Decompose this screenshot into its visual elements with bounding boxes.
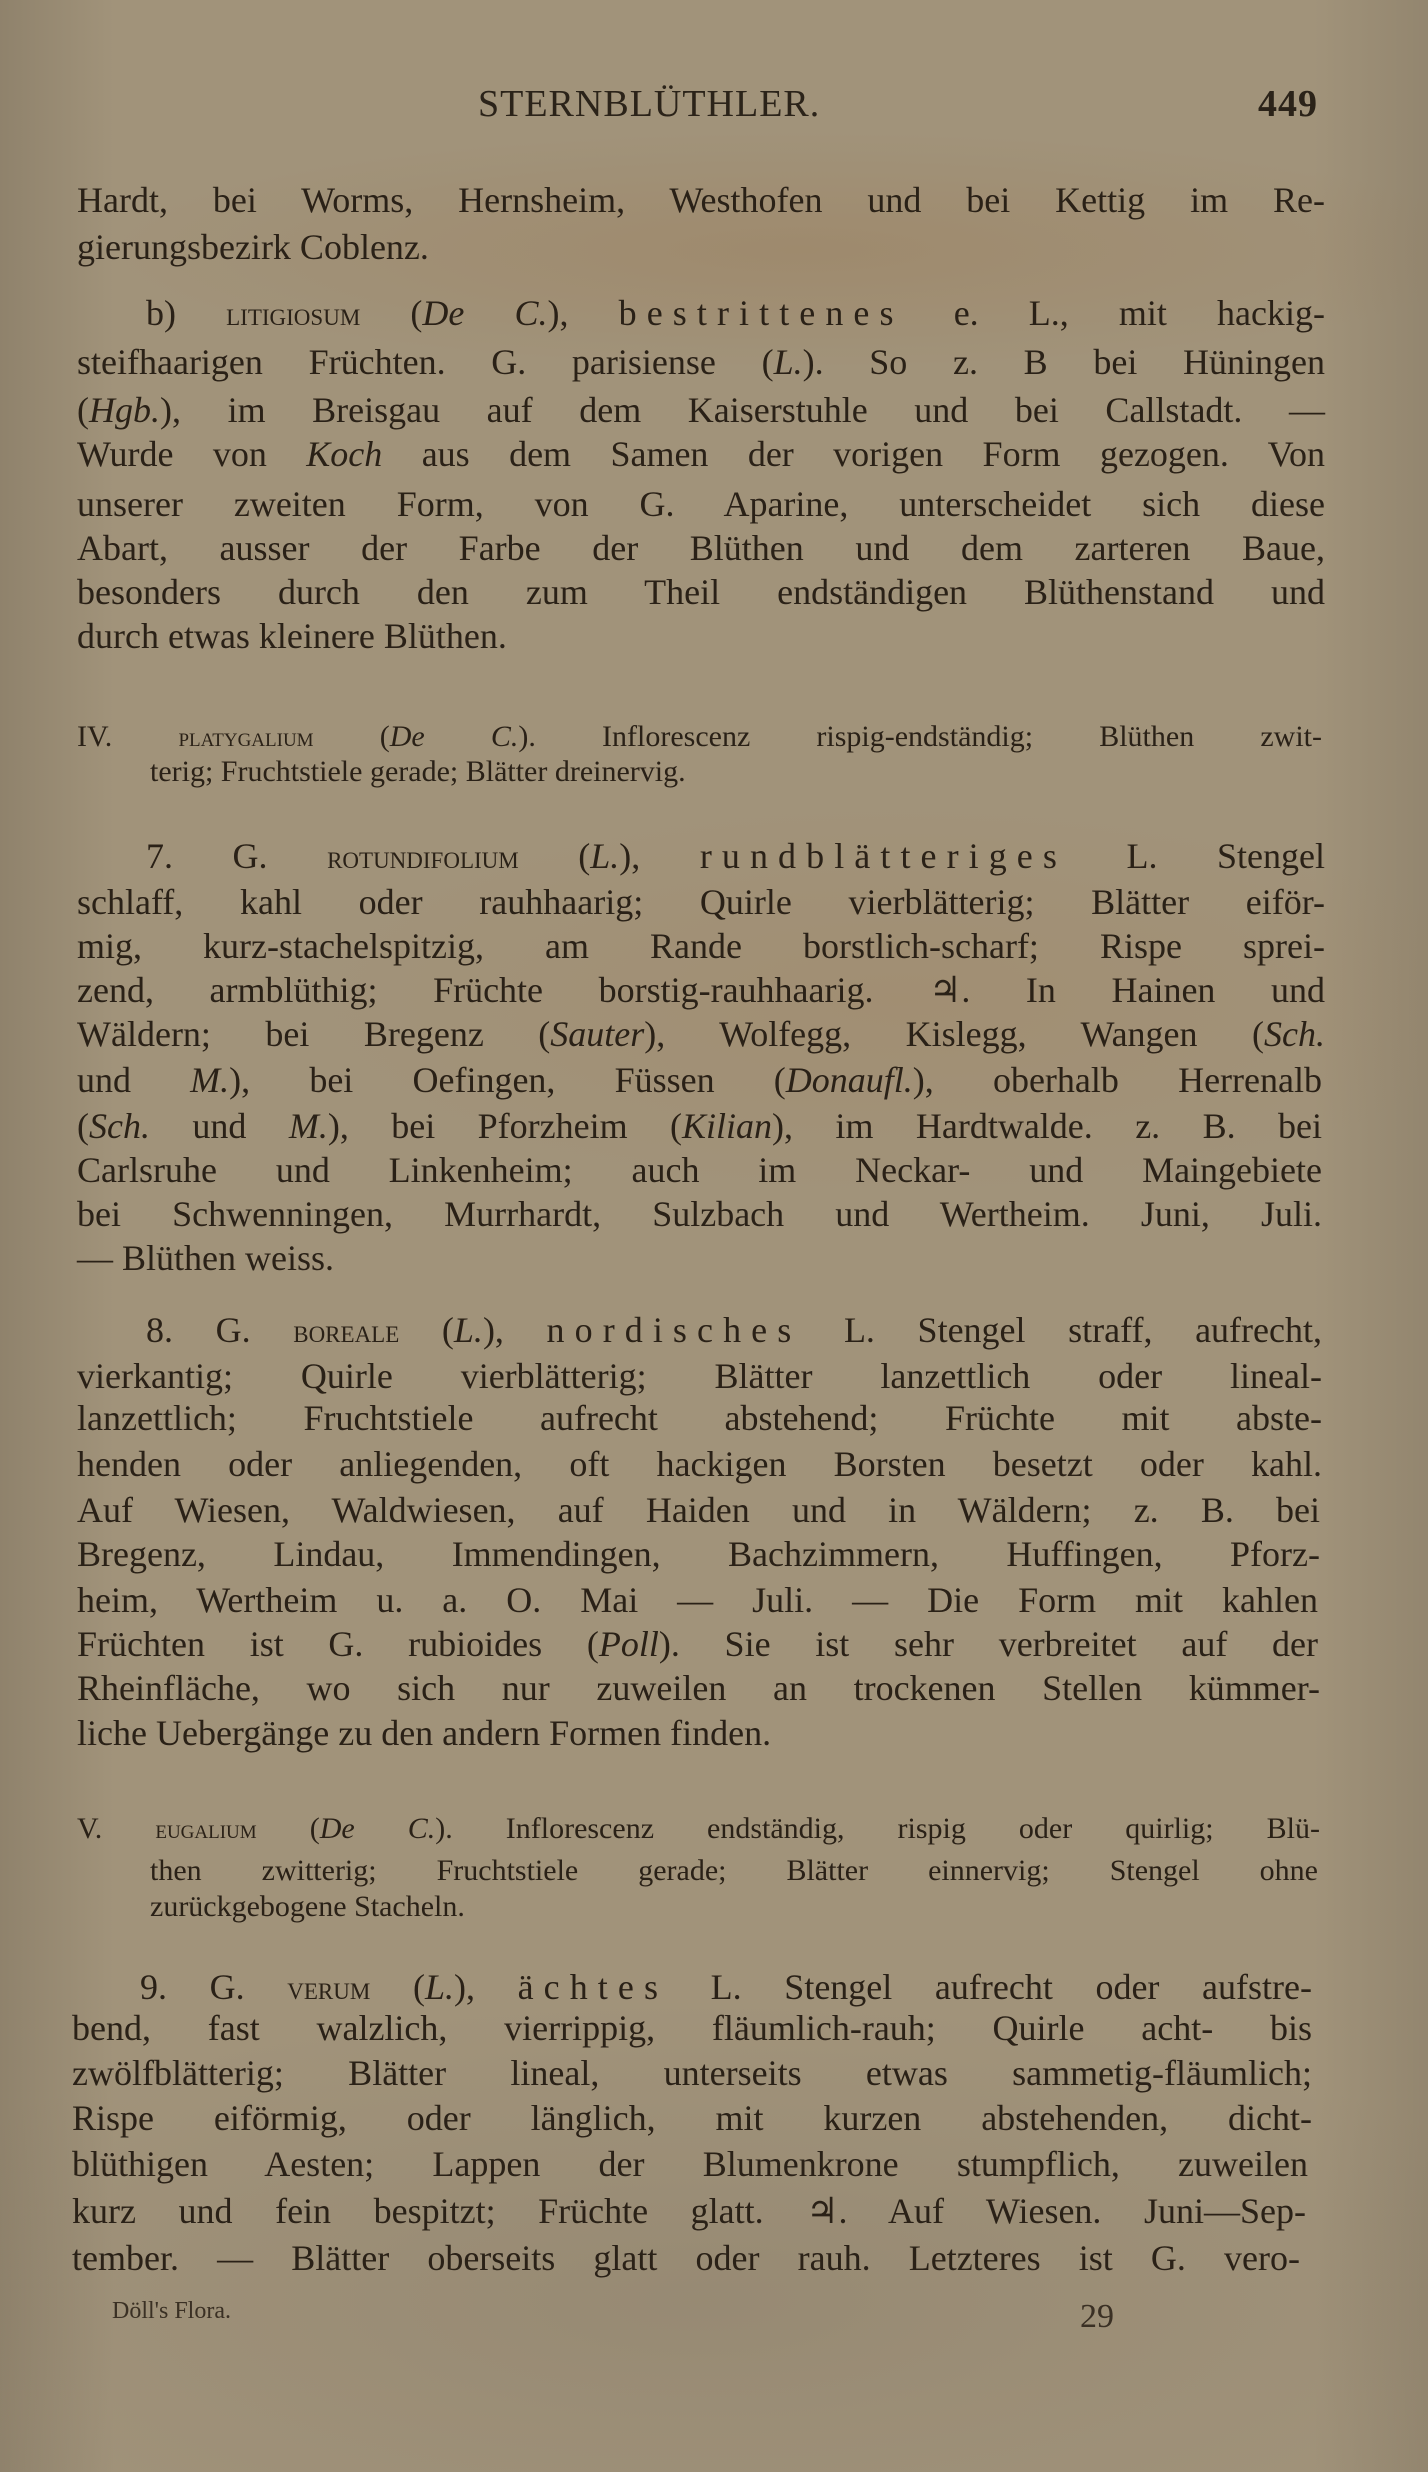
- text-line: [77, 1711, 1320, 1755]
- text-run: L. Stengel straff, aufrecht,: [801, 1310, 1322, 1350]
- text-line: [77, 1236, 1322, 1280]
- text-line: [77, 340, 1325, 384]
- italic-author-text: Sch.: [1264, 1014, 1325, 1054]
- italic-author-text: M.: [288, 1106, 328, 1146]
- text-line: [77, 432, 1325, 476]
- text-line: [146, 1308, 1322, 1352]
- text-run: — Blüthen weiss.: [77, 1238, 334, 1278]
- text-run: then zwitterig; Fruchtstiele gerade; Blätter einnervig; Stengel ohne: [150, 1854, 1318, 1887]
- text-line: [77, 1354, 1322, 1398]
- text-run: besonders durch den zum Theil endständigen Blüthenstand und: [77, 572, 1325, 612]
- text-line: [77, 1442, 1322, 1486]
- text-line: [150, 1888, 1318, 1926]
- taxon-name: rotundifolium: [327, 839, 519, 876]
- text-run: zend, armblüthig; Früchte borstig-rauhhaarig. ♃. In Hainen und: [77, 970, 1325, 1010]
- text-line: [77, 1104, 1322, 1148]
- text-run: V.: [77, 1812, 156, 1845]
- text-line: [77, 570, 1325, 614]
- text-run: ), bei Oefingen, Füssen (: [229, 1060, 786, 1100]
- text-run: ),: [482, 1310, 547, 1350]
- text-line: [72, 2051, 1312, 2095]
- text-run: ),: [453, 1967, 518, 2007]
- taxon-name: litigiosum: [226, 296, 361, 333]
- italic-author-text: Kilian: [682, 1106, 773, 1146]
- text-line: [77, 225, 1325, 269]
- text-run: aus dem Samen der vorigen Form gezogen. Von: [382, 434, 1325, 474]
- text-line: [77, 1622, 1318, 1666]
- text-run: IV.: [77, 720, 179, 753]
- text-run: Wurde von: [77, 434, 307, 474]
- text-run: 8. G.: [146, 1310, 294, 1350]
- text-run: ), im Hardtwalde. z. B. bei: [772, 1106, 1323, 1146]
- text-line: [77, 1396, 1322, 1440]
- text-run: terig; Fruchtstiele gerade; Blätter dreinervig.: [150, 755, 686, 788]
- text-run: ), Wolfegg, Kislegg, Wangen (: [644, 1014, 1264, 1054]
- text-line: [77, 1532, 1320, 1576]
- text-run: heim, Wertheim u. a. O. Mai — Juli. — Die Form mit kahlen: [77, 1580, 1318, 1620]
- text-run: e. L., mit hackig-: [903, 293, 1325, 333]
- text-run: ), oberhalb Herrenalb: [912, 1060, 1322, 1100]
- text-run: ),: [619, 836, 700, 876]
- italic-author-text: L.: [773, 342, 803, 382]
- text-run: Rheinfläche, wo sich nur zuweilen an trockenen Stellen kümmer-: [77, 1668, 1320, 1708]
- spaced-common-name: bestrittenes: [618, 293, 904, 333]
- text-run: bei Schwenningen, Murrhardt, Sulzbach und Wertheim. Juni, Juli.: [77, 1194, 1322, 1234]
- text-run: und: [77, 1060, 191, 1100]
- text-line: [150, 1852, 1318, 1890]
- taxon-name: verum: [287, 1970, 371, 2007]
- text-run: 9. G.: [140, 1967, 288, 2007]
- text-run: Wäldern; bei Bregenz (: [77, 1014, 551, 1054]
- text-line: [77, 1192, 1322, 1236]
- spaced-common-name: nordisches: [546, 1310, 802, 1350]
- text-run: Auf Wiesen, Waldwiesen, auf Haiden und in Wäldern; z. B. bei: [77, 1490, 1320, 1530]
- signature-number: 29: [1080, 2298, 1114, 2335]
- italic-author-text: L.: [590, 836, 620, 876]
- text-line: [77, 526, 1325, 570]
- spaced-common-name: ächtes: [517, 1967, 669, 2007]
- text-run: (: [256, 1812, 320, 1845]
- text-run: (: [77, 1106, 89, 1146]
- text-line: [72, 2236, 1300, 2280]
- text-run: ), im Breisgau auf dem Kaiserstuhle und bei Callstadt. —: [160, 390, 1325, 430]
- text-run: bend, fast walzlich, vierrippig, fläumlich-rauh; Quirle acht- bis: [72, 2008, 1312, 2048]
- text-run: durch etwas kleinere Blüthen.: [77, 616, 507, 656]
- text-run: zurückgebogene Stacheln.: [150, 1890, 465, 1923]
- footer-title: Döll's Flora.: [112, 2298, 231, 2324]
- text-run: (: [77, 390, 89, 430]
- text-run: ). So z. B bei Hüningen: [802, 342, 1325, 382]
- text-run: gierungsbezirk Coblenz.: [77, 227, 429, 267]
- text-line: [77, 1012, 1325, 1056]
- text-run: Hardt, bei Worms, Hernsheim, Westhofen und bei Kettig im Re-: [77, 180, 1325, 220]
- text-line: [77, 1666, 1320, 1710]
- text-line: [77, 388, 1325, 432]
- taxon-name: boreale: [293, 1313, 400, 1350]
- text-run: zwölfblätterig; Blätter lineal, unterseits etwas sammetig-fläumlich;: [72, 2053, 1312, 2093]
- text-line: [77, 924, 1325, 968]
- text-run: ). Inflorescenz rispig-endständig; Blüthen zwit-: [518, 720, 1322, 753]
- text-line: [77, 968, 1325, 1012]
- text-run: henden oder anliegenden, oft hackigen Borsten besetzt oder kahl.: [77, 1444, 1322, 1484]
- text-run: tember. — Blätter oberseits glatt oder rauh. Letzteres ist G. vero-: [72, 2238, 1300, 2278]
- text-run: lanzettlich; Fruchtstiele aufrecht abstehend; Früchte mit abste-: [77, 1398, 1322, 1438]
- text-line: [150, 753, 1322, 791]
- text-run: L. Stengel aufrecht oder aufstre-: [668, 1967, 1312, 2007]
- text-run: und: [149, 1106, 289, 1146]
- text-line: [72, 2006, 1312, 2050]
- text-line: [77, 178, 1325, 222]
- text-run: Bregenz, Lindau, Immendingen, Bachzimmern, Huffingen, Pforz-: [77, 1534, 1320, 1574]
- text-run: L. Stengel: [1066, 836, 1325, 876]
- text-run: Abart, ausser der Farbe der Blüthen und dem zarteren Baue,: [77, 528, 1325, 568]
- italic-author-text: L.: [424, 1967, 454, 2007]
- text-run: 7. G.: [146, 836, 328, 876]
- text-line: [77, 880, 1325, 924]
- text-run: Rispe eiförmig, oder länglich, mit kurzen abstehenden, dicht-: [72, 2098, 1312, 2138]
- italic-author-text: Koch: [306, 434, 383, 474]
- text-run: vierkantig; Quirle vierblätterig; Blätter lanzettlich oder lineal-: [77, 1356, 1322, 1396]
- text-run: schlaff, kahl oder rauhhaarig; Quirle vierblätterig; Blätter eiför-: [77, 882, 1325, 922]
- text-run: liche Uebergänge zu den andern Formen finden.: [77, 1713, 772, 1753]
- text-run: mig, kurz-stachelspitzig, am Rande borstlich-scharf; Rispe sprei-: [77, 926, 1325, 966]
- text-line: [72, 2096, 1312, 2140]
- text-line: [77, 614, 1325, 658]
- text-line: [77, 1148, 1322, 1192]
- spaced-common-name: rundblätteriges: [699, 836, 1067, 876]
- text-run: kurz und fein bespitzt; Früchte glatt. ♃. Auf Wiesen. Juni—Sep-: [72, 2191, 1306, 2231]
- text-run: b): [146, 293, 227, 333]
- italic-author-text: Hgb.: [89, 390, 160, 430]
- text-line: [77, 482, 1325, 526]
- italic-author-text: Sauter: [550, 1014, 645, 1054]
- text-run: Carlsruhe und Linkenheim; auch im Neckar- und Maingebiete: [77, 1150, 1322, 1190]
- text-run: ), bei Pforzheim (: [327, 1106, 682, 1146]
- italic-author-text: Poll: [598, 1624, 659, 1664]
- text-line: [77, 1058, 1322, 1102]
- text-run: (: [360, 293, 423, 333]
- text-run: (: [399, 1310, 454, 1350]
- text-run: (: [313, 720, 390, 753]
- italic-author-text: De C.: [389, 720, 519, 753]
- italic-author-text: M.: [190, 1060, 230, 1100]
- text-line: [146, 834, 1325, 878]
- taxon-name: eugalium: [155, 1813, 257, 1844]
- text-run: ),: [547, 293, 619, 333]
- text-line: [77, 1488, 1320, 1532]
- text-run: blüthigen Aesten; Lappen der Blumenkrone stumpflich, zuweilen: [72, 2144, 1308, 2184]
- italic-author-text: L.: [453, 1310, 483, 1350]
- text-line: [77, 1810, 1320, 1848]
- text-run: Früchten ist G. rubioides (: [77, 1624, 599, 1664]
- text-run: (: [518, 836, 591, 876]
- text-run: unserer zweiten Form, von G. Aparine, unterscheidet sich diese: [77, 484, 1325, 524]
- text-line: [77, 1578, 1318, 1622]
- text-line: [72, 2189, 1306, 2233]
- text-run: (: [370, 1967, 425, 2007]
- text-run: ). Sie ist sehr verbreitet auf der: [658, 1624, 1318, 1664]
- page-number: 449: [1258, 83, 1318, 125]
- text-line: [146, 291, 1325, 335]
- text-run: steifhaarigen Früchten. G. parisiense (: [77, 342, 774, 382]
- italic-author-text: De C.: [422, 293, 548, 333]
- text-run: ). Inflorescenz endständig, rispig oder quirlig; Blü-: [435, 1812, 1320, 1845]
- text-line: [72, 2142, 1308, 2186]
- running-head: STERNBLÜTHLER.: [478, 83, 821, 125]
- text-line: [77, 718, 1322, 756]
- italic-author-text: De C.: [319, 1812, 436, 1845]
- italic-author-text: Donaufl.: [785, 1060, 913, 1100]
- italic-author-text: Sch.: [89, 1106, 150, 1146]
- text-line: [140, 1965, 1312, 2009]
- taxon-name: platygalium: [178, 721, 314, 752]
